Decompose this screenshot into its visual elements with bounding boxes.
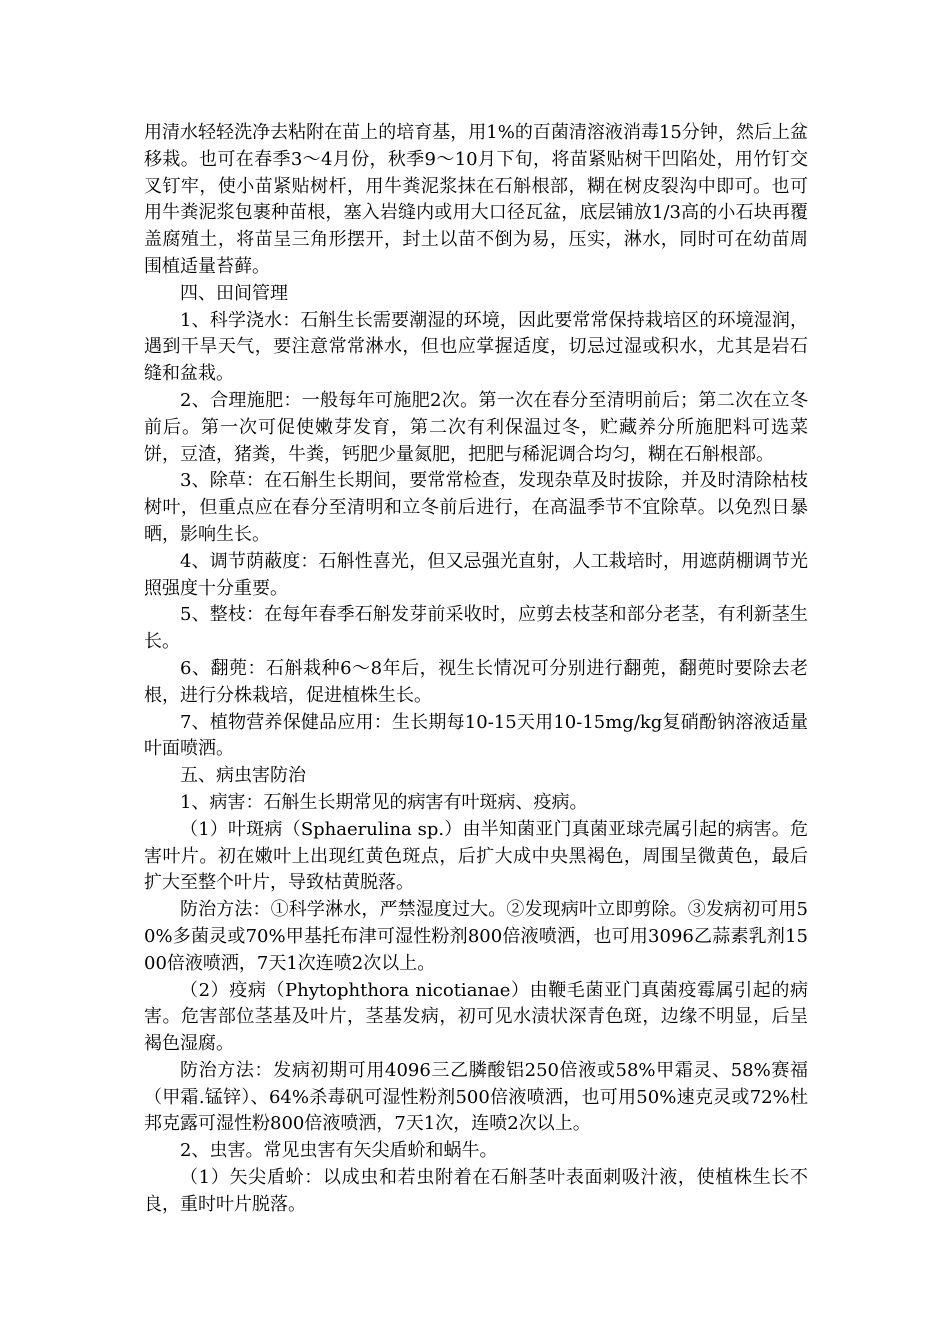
- paragraph-blight-control: 防治方法：发病初期可用4096三乙膦酸铝250倍液或58%甲霜灵、58%赛福（甲霜.锰锌）、64%杀毒矾可湿性粉剂500倍液喷洒，也可用50%速克灵或72%杜邦克露可湿性粉800倍液喷洒，7天1次，连喷2次以上。: [144, 1059, 808, 1135]
- section-heading-field-management: 四、田间管理: [180, 282, 288, 304]
- paragraph-leaf-spot-control: 防治方法：①科学淋水，严禁湿度过大。②发现病叶立即剪除。③发病初可用50%多菌灵或70%甲基托布津可湿性粉剂800倍液喷洒，也可用3096乙蒜素乳剂1500倍液喷洒，7天1次连喷2次以上。: [144, 899, 808, 974]
- document-page: [144, 120, 808, 1219]
- paragraph-diseases-intro: 1、病害：石斛生长期常见的病害有叶斑病、疫病。: [180, 791, 588, 813]
- paragraph-blight-disease: （2）疫病（Phytophthora nicotianae）由鞭毛菌亚门真菌疫霉属引起的病害。危害部位茎基及叶片，茎基发病，初可见水渍状深青色斑，边缘不明显，后呈褐色湿腐。: [144, 979, 808, 1055]
- paragraph-transplant-method: 用清水轻轻洗净去粘附在苗上的培育基，用1%的百菌清溶液消毒15分钟，然后上盆移栽。也可在春季3～4月份，秋季9～10月下旬，将苗紧贴树干凹陷处，用竹钉交叉钉牢，使小苗紧贴树杆，用牛粪泥浆抹在石斛根部，糊在树皮裂沟中即可。也可用牛粪泥浆包裹种苗根，塞入岩缝内或用大口径瓦盆，底层铺放1/3高的小石块再覆盖腐殖土，将苗呈三角形摆开，封土以苗不倒为易，压实，淋水，同时可在幼苗周围植适量苔藓。: [144, 122, 808, 277]
- paragraph-pests-intro: 2、虫害。常见虫害有矢尖盾蚧和蜗牛。: [180, 1140, 498, 1162]
- paragraph-pruning: 5、整枝：在每年春季石斛发芽前采收时，应剪去枝茎和部分老茎，有利新茎生长。: [144, 604, 808, 653]
- paragraph-shade-adjustment: 4、调节荫蔽度：石斛性喜光，但又忌强光直射，人工栽培时，用遮荫棚调节光照强度十分重要。: [144, 550, 808, 599]
- paragraph-scale-insect: （1）矢尖盾蚧：以成虫和若虫附着在石斛茎叶表面刺吸汁液，使植株生长不良，重时叶片脱落。: [144, 1167, 808, 1215]
- paragraph-repotting: 6、翻蔸：石斛栽种6～8年后，视生长情况可分别进行翻蔸，翻蔸时要除去老根，进行分株栽培，促进植株生长。: [144, 657, 808, 706]
- paragraph-watering: 1、科学浇水：石斛生长需要潮湿的环境，因此要常常保持栽培区的环境湿润，遇到干旱天气，要注意常常淋水，但也应掌握适度，切忌过湿或积水，尤其是岩石缝和盆栽。: [144, 309, 808, 385]
- section-heading-pest-control: 五、病虫害防治: [180, 765, 306, 787]
- paragraph-nutrient-application: 7、植物营养保健品应用：生长期每10-15天用10-15mg/kg复硝酚钠溶液适量叶面喷洒。: [144, 711, 808, 760]
- paragraph-fertilizing: 2、合理施肥：一般每年可施肥2次。第一次在春分至清明前后；第二次在立冬前后。第一次可促使嫩芽发育，第二次有利保温过冬，贮藏养分所施肥料可选菜饼，豆渣，猪粪，牛粪，钙肥少量氮肥，把肥与稀泥调合均匀，糊在石斛根部。: [144, 389, 808, 465]
- paragraph-leaf-spot-disease: （1）叶斑病（Sphaerulina sp.）由半知菌亚门真菌亚球壳属引起的病害。危害叶片。初在嫩叶上出现红黄色斑点，后扩大成中央黑褐色，周围呈微黄色，最后扩大至整个叶片，导致枯黄脱落。: [144, 818, 808, 894]
- paragraph-weeding: 3、除草：在石斛生长期间，要常常检查，发现杂草及时拔除，并及时清除枯枝树叶，但重点应在春分至清明和立冬前后进行，在高温季节不宜除草。以免烈日暴晒，影响生长。: [144, 470, 808, 545]
